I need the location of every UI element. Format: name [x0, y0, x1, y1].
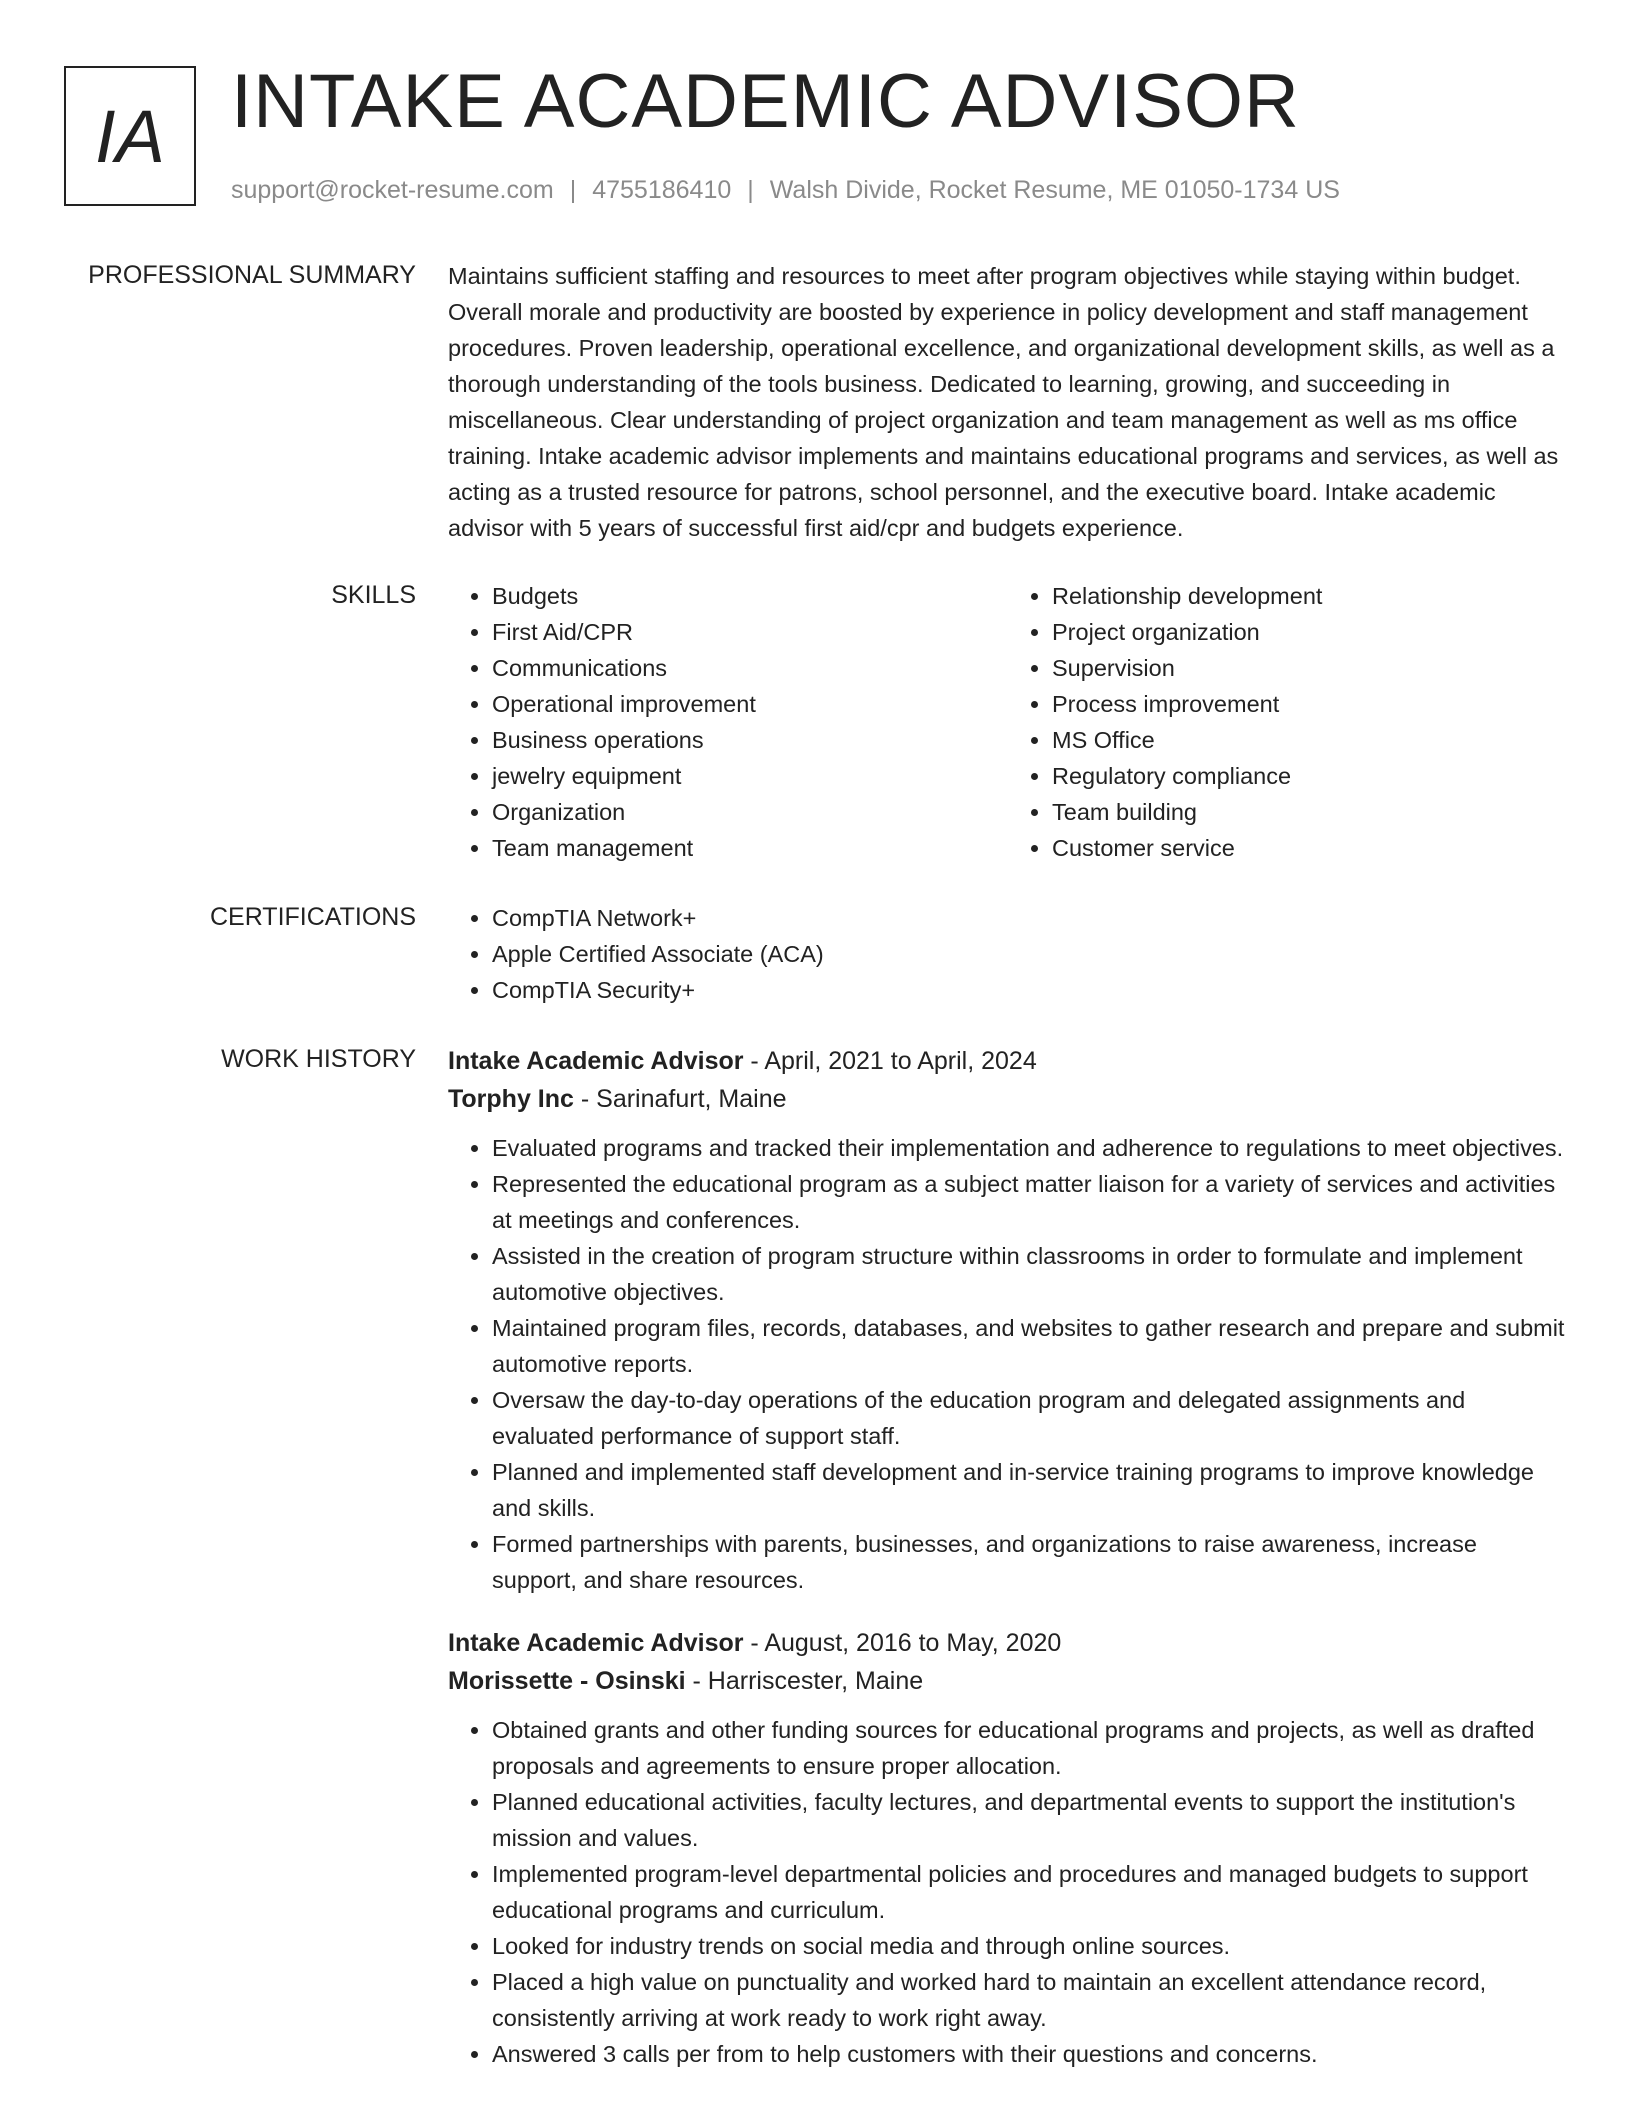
skill-item: • Customer service	[1052, 830, 1568, 866]
job-entry	[448, 1042, 1568, 1598]
job-bullets	[448, 1712, 1568, 2072]
skills-list-left	[448, 578, 1008, 866]
contact-line	[231, 176, 1340, 205]
skill-item: • Business operations	[492, 722, 1008, 758]
monogram-text: IA	[95, 94, 165, 178]
skill-item: • Regulatory compliance	[1052, 758, 1568, 794]
job-title: Intake Academic Advisor	[448, 1047, 744, 1075]
job-company-line	[448, 1080, 1568, 1118]
certifications-body	[448, 900, 1568, 1008]
job-bullet: • Obtained grants and other funding sources for educational programs and projects, as well as drafted proposals and agreements to ensure proper allocation.	[492, 1712, 1568, 1784]
skill-item: • Communications	[492, 650, 1008, 686]
job-location: - Harriscester, Maine	[685, 1667, 924, 1695]
job-bullet: • Evaluated programs and tracked their implementation and adherence to regulations to meet objectives.	[492, 1130, 1568, 1166]
job-bullet: • Represented the educational program as a subject matter liaison for a variety of services and activities at meetings and conferences.	[492, 1166, 1568, 1238]
job-bullet: • Placed a high value on punctuality and worked hard to maintain an excellent attendance record, consistently arriving at work ready to work right away.	[492, 1964, 1568, 2036]
skills-body	[448, 578, 1568, 866]
contact-separator: |	[747, 176, 754, 204]
skill-item: • Relationship development	[1052, 578, 1568, 614]
job-bullet: • Formed partnerships with parents, businesses, and organizations to raise awareness, increase support, and share resources.	[492, 1526, 1568, 1598]
skill-item: • Team management	[492, 830, 1008, 866]
certification-item: • CompTIA Security+	[492, 972, 1568, 1008]
job-dates: - April, 2021 to April, 2024	[743, 1047, 1037, 1075]
resume-name: INTAKE ACADEMIC ADVISOR	[231, 59, 1300, 144]
skill-item: • Process improvement	[1052, 686, 1568, 722]
job-bullet: • Planned educational activities, faculty lectures, and departmental events to support the institution's mission and values.	[492, 1784, 1568, 1856]
contact-email[interactable]: support@rocket-resume.com	[231, 176, 554, 204]
job-location: - Sarinafurt, Maine	[573, 1085, 787, 1113]
skill-item: • Operational improvement	[492, 686, 1008, 722]
summary-text: Maintains sufficient staffing and resources to meet after program objectives while staying within budget. Overall morale and productivity are boosted by experience in policy development and staff management procedures. Proven leadership, operational excellence, and organizational development skills, as well as a thorough understanding of the tools business. Dedicated to learning, growing, and succeeding in miscellaneous. Clear understanding of project organization and team management as well as ms office training. Intake academic advisor implements and maintains educational programs and services, as well as acting as a trusted resource for patrons, school personnel, and the executive board. Intake academic advisor with 5 years of successful first aid/cpr and budgets experience.	[448, 263, 1559, 541]
contact-separator: |	[569, 176, 577, 204]
skill-item: • Project organization	[1052, 614, 1568, 650]
skills-label: SKILLS	[331, 581, 416, 609]
certifications-list	[448, 900, 1568, 1008]
job-bullet: • Implemented program-level departmental policies and procedures and managed budgets to support educational programs and curriculum.	[492, 1856, 1568, 1928]
skill-item: • Organization	[492, 794, 1008, 830]
skill-item: • Team building	[1052, 794, 1568, 830]
job-company: Morissette - Osinski	[448, 1667, 686, 1695]
job-company: Torphy Inc	[448, 1085, 574, 1113]
skill-item: • MS Office	[1052, 722, 1568, 758]
skill-item: • Budgets	[492, 578, 1008, 614]
job-entry	[448, 1624, 1568, 2072]
job-bullet: • Oversaw the day-to-day operations of the education program and delegated assignments and evaluated performance of support staff.	[492, 1382, 1568, 1454]
skill-item: • First Aid/CPR	[492, 614, 1008, 650]
contact-phone[interactable]: 4755186410	[592, 176, 732, 204]
monogram-box	[64, 66, 196, 206]
skill-item: • jewelry equipment	[492, 758, 1008, 794]
skills-list-right	[1008, 578, 1568, 866]
job-title-line	[448, 1624, 1568, 1662]
certification-item: • CompTIA Network+	[492, 900, 1568, 936]
certifications-label: CERTIFICATIONS	[209, 903, 416, 931]
work-label: WORK HISTORY	[221, 1045, 416, 1073]
certification-item: • Apple Certified Associate (ACA)	[492, 936, 1568, 972]
skill-item: • Supervision	[1052, 650, 1568, 686]
summary-label: PROFESSIONAL SUMMARY	[88, 261, 416, 289]
work-body	[448, 1042, 1568, 2072]
job-title-line	[448, 1042, 1568, 1080]
job-bullet: • Maintained program files, records, databases, and websites to gather research and prepare and submit automotive reports.	[492, 1310, 1568, 1382]
job-company-line	[448, 1662, 1568, 1700]
summary-body	[448, 258, 1568, 546]
job-bullet: • Looked for industry trends on social media and through online sources.	[492, 1928, 1568, 1964]
job-dates: - August, 2016 to May, 2020	[743, 1629, 1062, 1657]
job-bullet: • Answered 3 calls per from to help customers with their questions and concerns.	[492, 2036, 1568, 2072]
skills-columns	[448, 578, 1568, 866]
contact-address: Walsh Divide, Rocket Resume, ME 01050-1734 US	[769, 176, 1340, 204]
job-bullets	[448, 1130, 1568, 1598]
job-bullet: • Assisted in the creation of program structure within classrooms in order to formulate and implement automotive objectives.	[492, 1238, 1568, 1310]
job-bullet: • Planned and implemented staff development and in-service training programs to improve knowledge and skills.	[492, 1454, 1568, 1526]
job-title: Intake Academic Advisor	[448, 1629, 744, 1657]
